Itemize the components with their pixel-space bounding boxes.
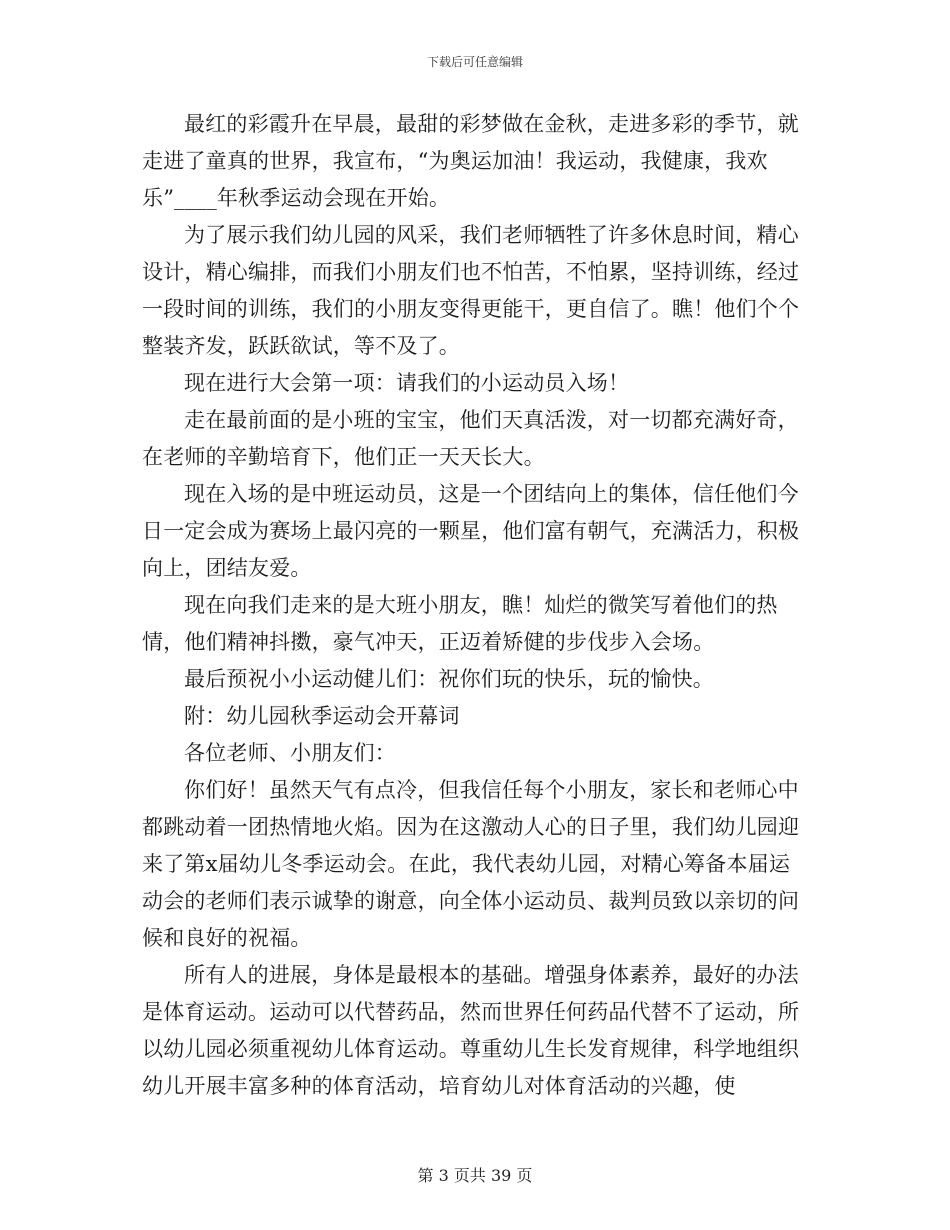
paragraph-final-wishes: 最后预祝小小运动健儿们：祝你们玩的快乐，玩的愉快。 — [184, 667, 714, 691]
paragraph-appendix-title: 附：幼儿园秋季运动会开幕词 — [184, 704, 460, 728]
paragraph-middle-class: 现在入场的是中班运动员，这是一个团结向上的集体，信任他们今日一定会成为赛场上最闪亮的一颗星，他们富有朝气，充满活力，积极向上，团结友爱。 — [142, 482, 800, 580]
paragraph-agenda-item-one: 现在进行大会第一项：请我们的小运动员入场！ — [184, 371, 630, 395]
page-number: 第 3 页共 39 页 — [417, 1166, 533, 1185]
paragraph-greeting: 你们好！虽然天气有点冷，但我信任每个小朋友，家长和老师心中都跳动着一团热情地火焰。因为在这激动人心的日子里，我们幼儿园迎来了第x届幼儿冬季运动会。在此，我代表幼儿园，对精心筹备本届运动会的老师们表示诚挚的谢意，向全体小运动员、裁判员致以亲切的问候和良好的祝福。 — [142, 778, 800, 950]
page-header: 下载后可任意编辑 — [426, 55, 523, 69]
paragraph-kindergarten-preparation: 为了展示我们幼儿园的风采，我们老师牺牲了许多休息时间，精心设计，精心编排，而我们小朋友们也不怕苦，不怕累，坚持训练，经过一段时间的训练，我们的小朋友变得更能干，更自信了。瞧！他们个个整装齐发，跃跃欲试，等不及了。 — [142, 223, 800, 358]
paragraph-salutation: 各位老师、小朋友们： — [184, 741, 396, 765]
document-body — [142, 106, 807, 1105]
paragraph-junior-class: 走在最前面的是小班的宝宝，他们天真活泼，对一切都充满好奇，在老师的辛勤培育下，他们正一天天长大。 — [142, 408, 799, 469]
paragraph-opening-declaration: 最红的彩霞升在早晨，最甜的彩梦做在金秋，走进多彩的季节，就走进了童真的世界，我宣布，“为奥运加油！我运动，我健康，我欢乐”____年秋季运动会现在开始。 — [142, 112, 799, 210]
paragraph-physical-education: 所有人的进展，身体是最根本的基础。增强身体素养，最好的办法是体育运动。运动可以代替药品，然而世界任何药品代替不了运动，所以幼儿园必须重视幼儿体育运动。尊重幼儿生长发育规律，科学地组织幼儿开展丰富多种的体育活动，培育幼儿对体育活动的兴趣，使 — [142, 963, 800, 1098]
paragraph-senior-class: 现在向我们走来的是大班小朋友，瞧！灿烂的微笑写着他们的热情，他们精神抖擞，豪气冲天，正迈着矫健的步伐步入会场。 — [142, 593, 778, 654]
